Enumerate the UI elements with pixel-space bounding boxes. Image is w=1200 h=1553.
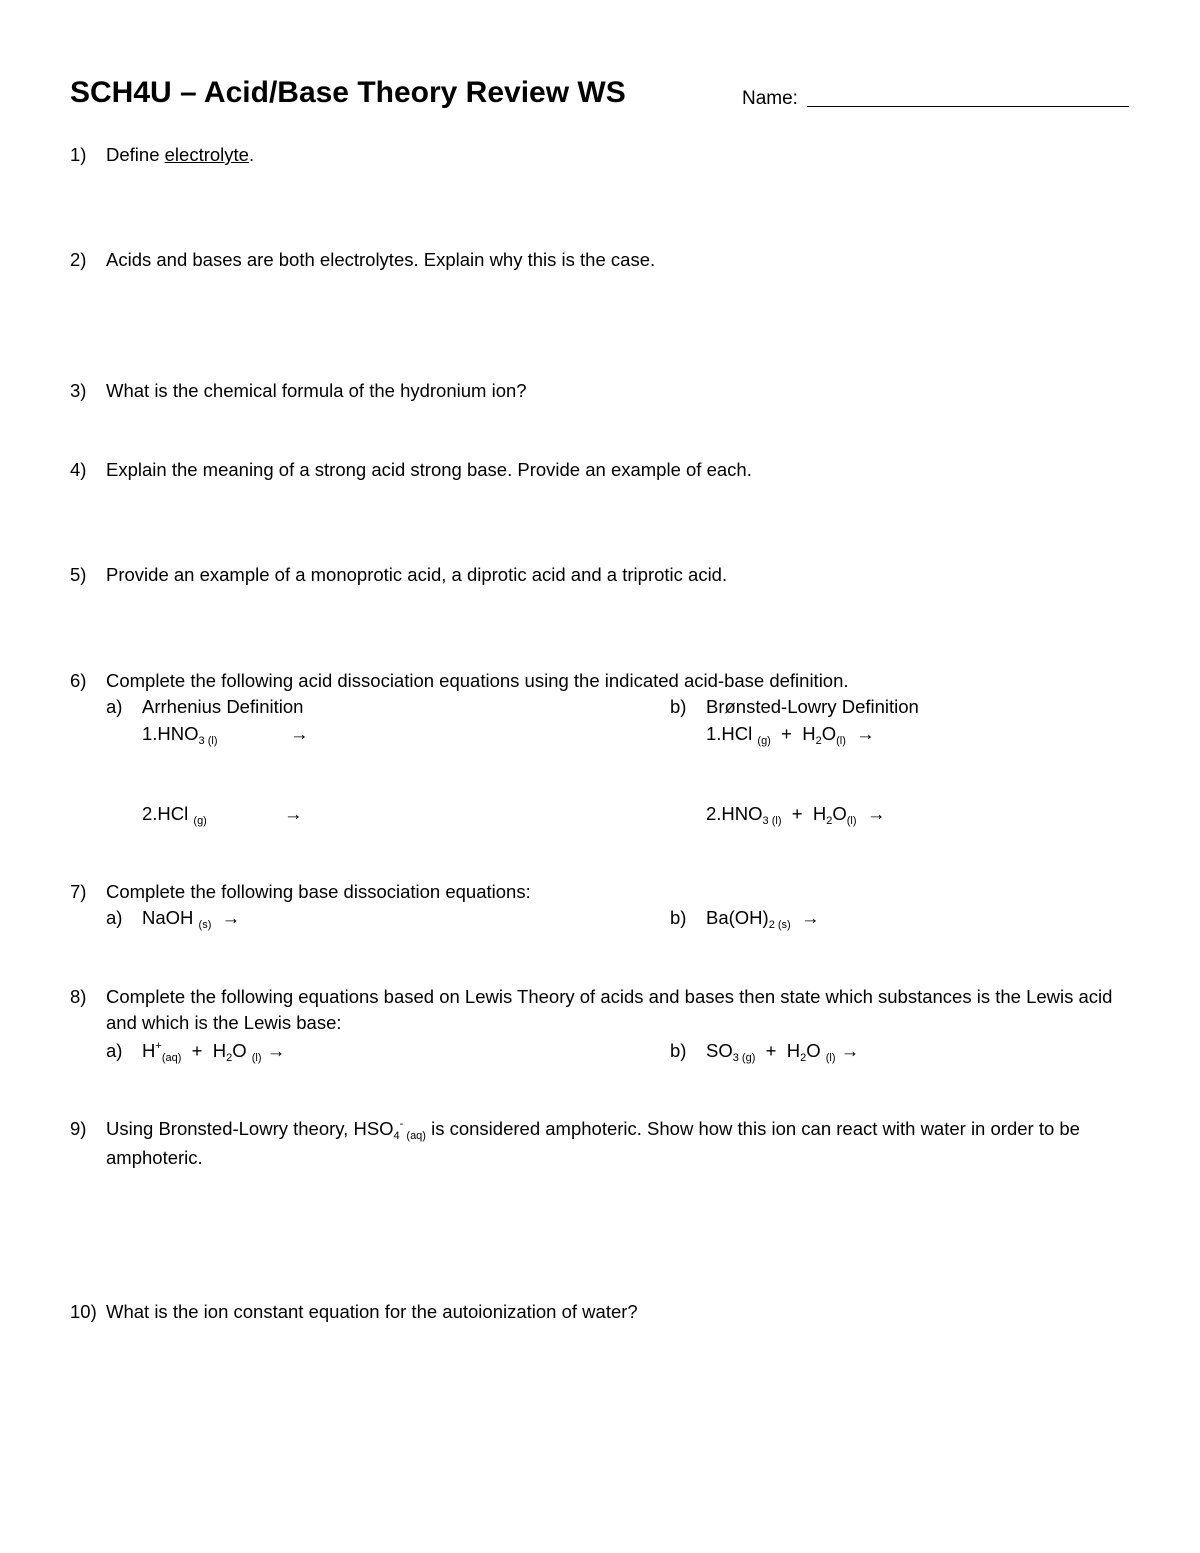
name-blank-line (807, 106, 1129, 107)
q6-b1-equation: 1.HCl $_{(g)} + H_2O_{(l)}$ → (706, 723, 875, 747)
question-text: What is the chemical formula of the hydronium ion? (106, 380, 527, 401)
question-number: 6) (70, 670, 87, 691)
question-3 (70, 378, 527, 404)
question-6 (70, 668, 849, 694)
question-4 (70, 457, 752, 483)
page-title: SCH4U – Acid/Base Theory Review WS (70, 76, 626, 109)
arrow-icon: → (284, 803, 303, 824)
question-text: Complete the following equations based on Lewis Theory of acids and bases then state which substances is the Lewis acid and which is the Lewis base: (106, 986, 1113, 1033)
question-text: Acids and bases are both electrolytes. Explain why this is the case. (106, 249, 656, 270)
question-1: 1) Define electrolyte. (70, 142, 254, 168)
question-10 (70, 1299, 638, 1325)
underlined-term: electrolyte (164, 144, 249, 165)
question-text: Complete the following base dissociation equations: (106, 881, 531, 902)
question-number: 10) (70, 1301, 97, 1322)
question-text: Provide an example of a monoprotic acid, a diprotic acid and a triprotic acid. (106, 564, 728, 585)
question-8 (70, 984, 1130, 1036)
q6-b2-equation: $2.HNO_3$ $_{(l)} + H_2O_{(l)}$ → (706, 803, 886, 827)
q6-a1-arrow (290, 721, 309, 747)
q6-a1-equation: $1.HNO_3$ $_{(l)}$ (142, 723, 218, 747)
question-text: Using Bronsted-Lowry theory, $HSO_4^-$ $_{(aq)}$ is considered amphoteric. Show how this ion can react with water in order to be amphoteric. (106, 1118, 1080, 1168)
q7-part-a: a) NaOH $_{(s)}$ → (106, 907, 241, 931)
question-number: 8) (70, 986, 87, 1007)
arrow-icon: → (290, 723, 309, 744)
q6-part-b-heading: b) Brønsted-Lowry Definition (670, 696, 919, 717)
arrow-icon: → (840, 1040, 860, 1061)
question-5 (70, 562, 727, 588)
question-9 (70, 1116, 1130, 1171)
question-number: 5) (70, 564, 87, 585)
arrow-icon: → (221, 907, 241, 928)
question-number: 1) (70, 144, 87, 165)
arrow-icon: → (856, 723, 875, 744)
q6-part-a-heading: a) Arrhenius Definition (106, 696, 304, 717)
arrow-icon: → (266, 1040, 286, 1061)
q6-a2-equation: 2.HCl $_{(g)}$ (142, 803, 207, 827)
question-number: 4) (70, 459, 87, 480)
question-number: 9) (70, 1118, 87, 1139)
question-text: Explain the meaning of a strong acid strong base. Provide an example of each. (106, 459, 752, 480)
q6-a2-arrow (284, 801, 303, 827)
question-number: 7) (70, 881, 87, 902)
question-text: Complete the following acid dissociation equations using the indicated acid-base definition. (106, 670, 849, 691)
question-2 (70, 247, 655, 273)
q8-part-a: a) $H^+_{(aq)} + H_2O$ $_{(l)}$ → (106, 1040, 286, 1064)
arrow-icon: → (866, 803, 886, 824)
arrow-icon: → (801, 907, 820, 928)
q8-part-b: b) $SO_3$ $_{(g)} + H_2O$ $_{(l)}$ → (670, 1040, 860, 1064)
question-number: 2) (70, 249, 87, 270)
name-label: Name: (742, 88, 798, 109)
question-7 (70, 879, 531, 905)
question-number: 3) (70, 380, 87, 401)
question-text: What is the ion constant equation for the autoionization of water? (106, 1301, 638, 1322)
q7-part-b: b) $Ba(OH)_2$ $_{(s)}$ → (670, 907, 820, 931)
